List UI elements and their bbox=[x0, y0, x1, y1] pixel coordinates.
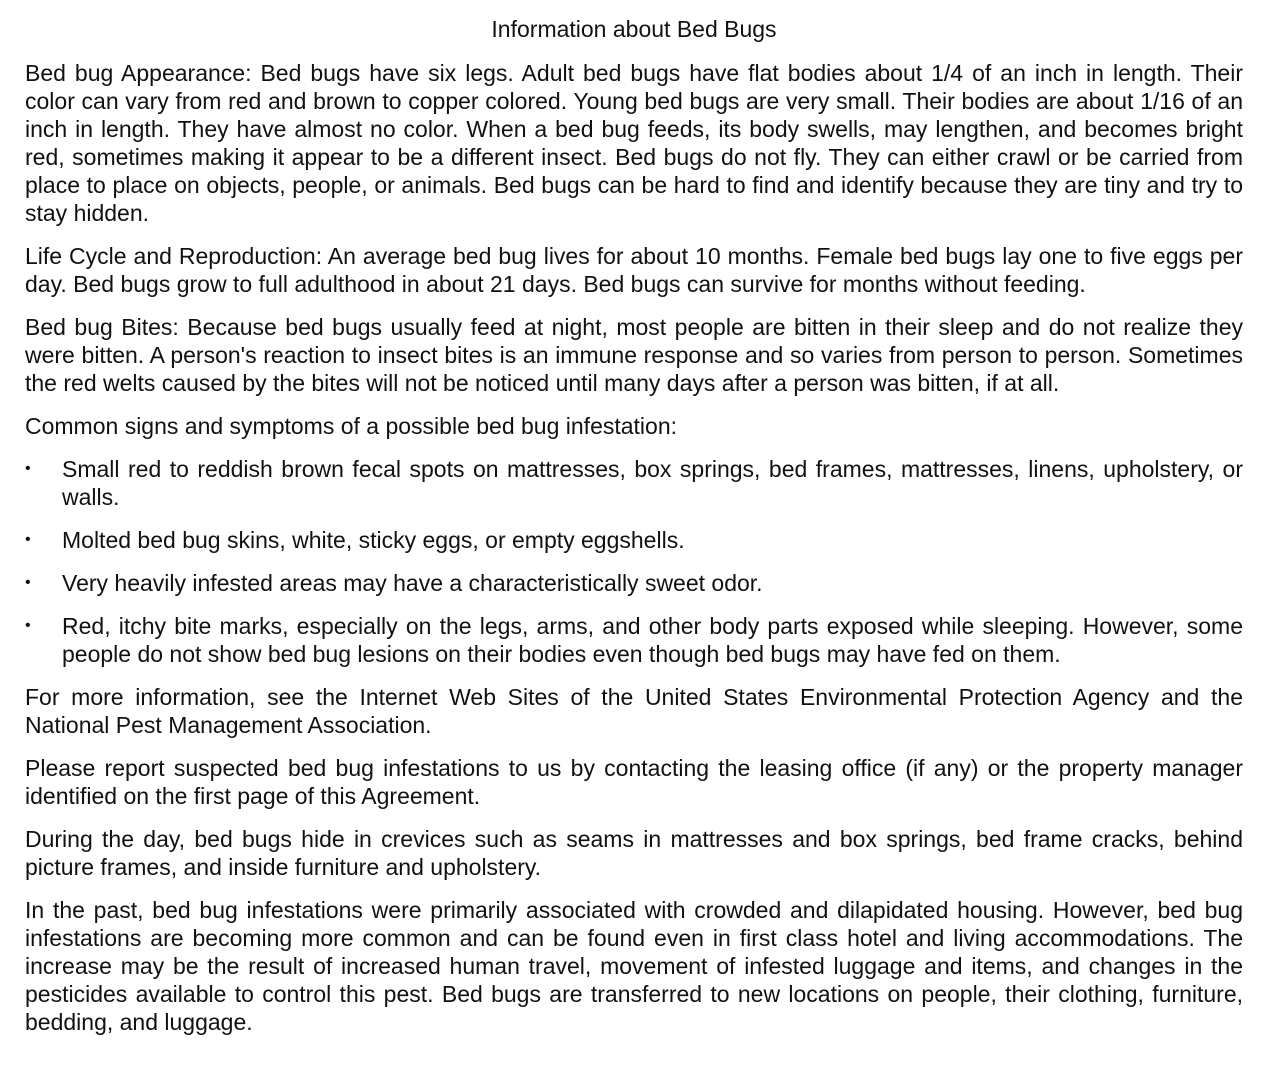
bullet-icon: • bbox=[25, 531, 31, 548]
paragraph-report: Please report suspected bed bug infestations to us by contacting the leasing office (if any) or the property manager identified on the first page of this Agreement. bbox=[25, 755, 1243, 809]
paragraph-hiding-places: During the day, bed bugs hide in crevices such as seams in mattresses and box springs, bed frame cracks, behind picture frames, and inside furniture and upholstery. bbox=[25, 826, 1243, 880]
list-item-text: Molted bed bug skins, white, sticky eggs, or empty eggshells. bbox=[62, 527, 685, 553]
document-page bbox=[25, 14, 1243, 1051]
list-item-text: Small red to reddish brown fecal spots on mattresses, box springs, bed frames, mattresses, linens, upholstery, or walls. bbox=[62, 456, 1243, 510]
paragraph-appearance: Bed bug Appearance: Bed bugs have six legs. Adult bed bugs have flat bodies about 1/4 of an inch in length. Their color can vary from red and brown to copper colored. Young bed bugs are very small. Their bodies are about 1/16 of an inch in length. They have almost no color. When a bed bug feeds, its body swells, may lengthen, and becomes bright red, sometimes making it appear to be a different insect. Bed bugs do not fly. They can either crawl or be carried from place to place on objects, people, or animals. Bed bugs can be hard to find and identify because they are tiny and try to stay hidden. bbox=[25, 60, 1243, 226]
bullet-icon: • bbox=[25, 460, 31, 477]
list-item bbox=[25, 569, 1243, 597]
list-item-text: Red, itchy bite marks, especially on the legs, arms, and other body parts exposed while sleeping. However, some people do not show bed bug lesions on their bodies even though bed bugs may have fed on them. bbox=[62, 613, 1243, 667]
bullet-icon: • bbox=[25, 617, 31, 634]
list-item bbox=[25, 455, 1243, 511]
paragraph-life-cycle: Life Cycle and Reproduction: An average bed bug lives for about 10 months. Female bed bugs lay one to five eggs per day. Bed bugs grow to full adulthood in about 21 days. Bed bugs can survive for months without feeding. bbox=[25, 243, 1243, 297]
paragraph-bites: Bed bug Bites: Because bed bugs usually feed at night, most people are bitten in their sleep and do not realize they were bitten. A person's reaction to insect bites is an immune response and so varies from person to person. Sometimes the red welts caused by the bites will not be noticed until many days after a person was bitten, if at all. bbox=[25, 314, 1243, 396]
document-title: Information about Bed Bugs bbox=[491, 16, 777, 42]
bullet-icon: • bbox=[25, 574, 31, 591]
symptoms-list bbox=[25, 455, 1243, 668]
paragraph-signs-intro: Common signs and symptoms of a possible bed bug infestation: bbox=[25, 413, 678, 439]
paragraph-more-info: For more information, see the Internet Web Sites of the United States Environmental Protection Agency and the National Pest Management Association. bbox=[25, 684, 1243, 738]
paragraph-history: In the past, bed bug infestations were primarily associated with crowded and dilapidated housing. However, bed bug infestations are becoming more common and can be found even in first class hotel and living accommodations. The increase may be the result of increased human travel, movement of infested luggage and items, and changes in the pesticides available to control this pest. Bed bugs are transferred to new locations on people, their clothing, furniture, bedding, and luggage. bbox=[25, 897, 1243, 1035]
list-item bbox=[25, 526, 1243, 554]
list-item-text: Very heavily infested areas may have a characteristically sweet odor. bbox=[62, 570, 763, 596]
list-item bbox=[25, 612, 1243, 668]
